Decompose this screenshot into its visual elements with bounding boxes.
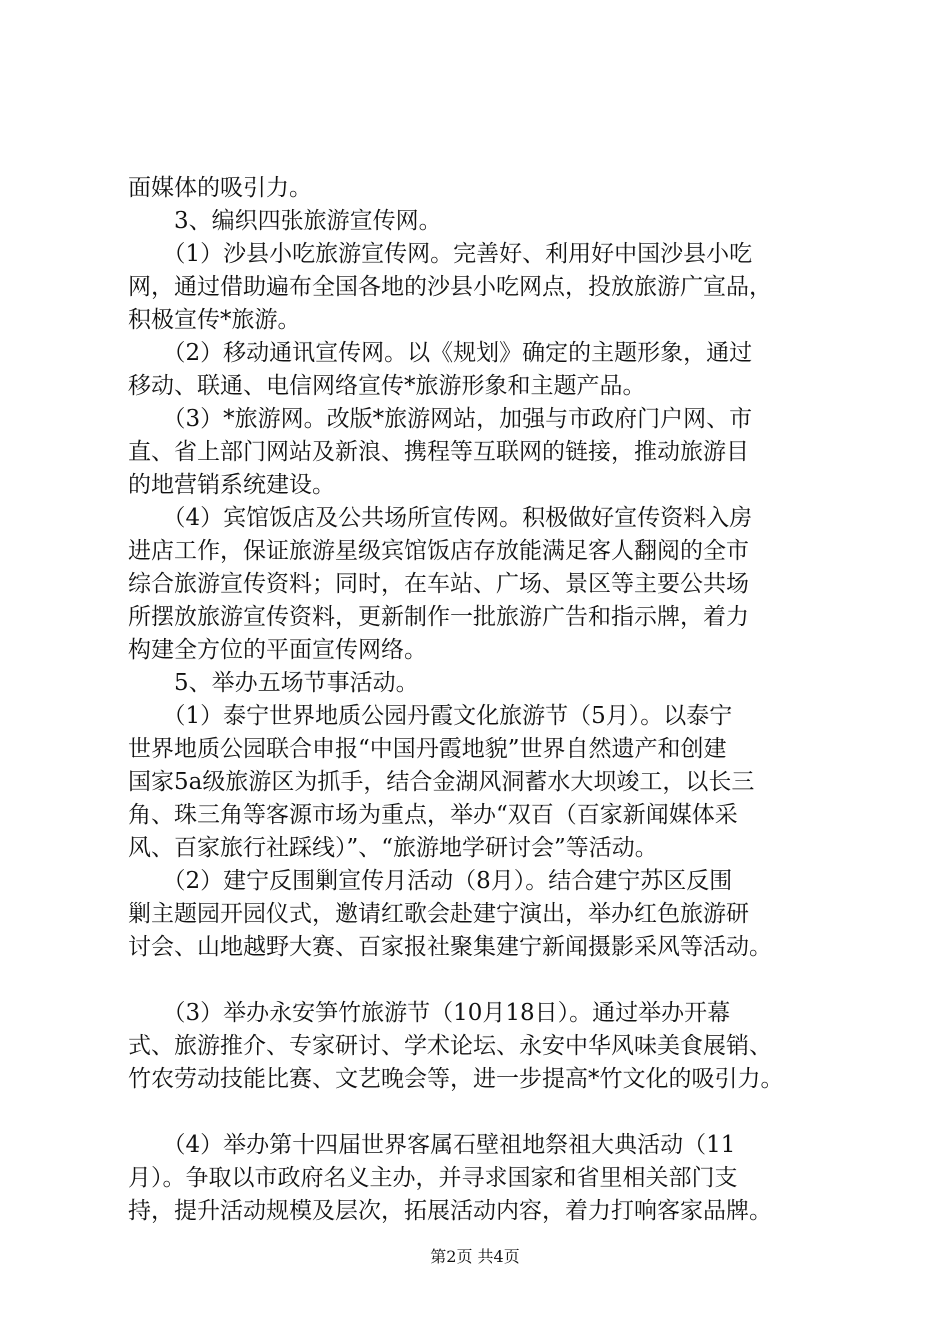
text-line: 积极宣传*旅游。 [128,307,301,333]
text-line: 进店工作，保证旅游星级宾馆饭店存放能满足客人翻阅的全市 [128,538,749,564]
text-line: 3、编织四张旅游宣传网。 [128,208,442,234]
text-line: 剿主题园开园仪式，邀请红歌会赴建宁演出，举办红色旅游研 [128,901,749,927]
text-line: 讨会、山地越野大赛、百家报社聚集建宁新闻摄影采风等活动。 [128,934,772,960]
text-line: 式、旅游推介、专家研讨、学术论坛、永安中华风味美食展销、 [128,1033,772,1059]
text-line: 角、珠三角等客源市场为重点，举办“双百（百家新闻媒体采 [128,802,738,828]
text-line: （4）宾馆饭店及公共场所宣传网。积极做好宣传资料入房 [128,505,753,531]
text-line: 世界地质公园联合申报“中国丹霞地貌”世界自然遗产和创建 [128,736,727,762]
text-line: 月）。争取以市政府名义主办，并寻求国家和省里相关部门支 [128,1165,738,1191]
text-line: 移动、联通、电信网络宣传*旅游形象和主题产品。 [128,373,646,399]
text-line: 网，通过借助遍布全国各地的沙县小吃网点，投放旅游广宣品， [128,274,772,300]
text-line: 竹农劳动技能比赛、文艺晚会等，进一步提高*竹文化的吸引力。 [128,1066,784,1092]
text-line: （3）*旅游网。改版*旅游网站，加强与市政府门户网、市 [128,406,753,432]
blank-line [128,1096,844,1129]
text-line: 直、省上部门网站及新浪、携程等互联网的链接，推动旅游目 [128,439,749,465]
text-line: （1）沙县小吃旅游宣传网。完善好、利用好中国沙县小吃 [128,241,753,267]
text-line: 构建全方位的平面宣传网络。 [128,637,427,663]
blank-line [128,964,844,997]
text-line: 国家5a级旅游区为抓手，结合金湖风洞蓄水大坝竣工，以长三 [128,769,755,795]
text-line: （2）建宁反围剿宣传月活动（8月）。结合建宁苏区反围 [128,868,733,894]
text-line: 持，提升活动规模及层次，拓展活动内容，着力打响客家品牌。 [128,1198,772,1224]
text-line: （1）泰宁世界地质公园丹霞文化旅游节（5月）。以泰宁 [128,703,733,729]
text-line: 的地营销系统建设。 [128,472,335,498]
text-line: 所摆放旅游宣传资料，更新制作一批旅游广告和指示牌，着力 [128,604,749,630]
page-footer: 第2页 共4页 [430,1247,520,1266]
text-line: （2）移动通讯宣传网。以《规划》确定的主题形象，通过 [128,340,753,366]
text-line: 5、举办五场节事活动。 [128,670,419,696]
text-line: 综合旅游宣传资料；同时，在车站、广场、景区等主要公共场 [128,571,749,597]
document-body [128,172,844,1228]
text-line: 面媒体的吸引力。 [128,175,312,201]
text-line: （3）举办永安笋竹旅游节（10月18日）。通过举办开幕 [128,1000,731,1026]
text-line: （4）举办第十四届世界客属石壁祖地祭祖大典活动（11 [128,1132,736,1158]
text-line: 风、百家旅行社踩线）”、“旅游地学研讨会”等活动。 [128,835,658,861]
